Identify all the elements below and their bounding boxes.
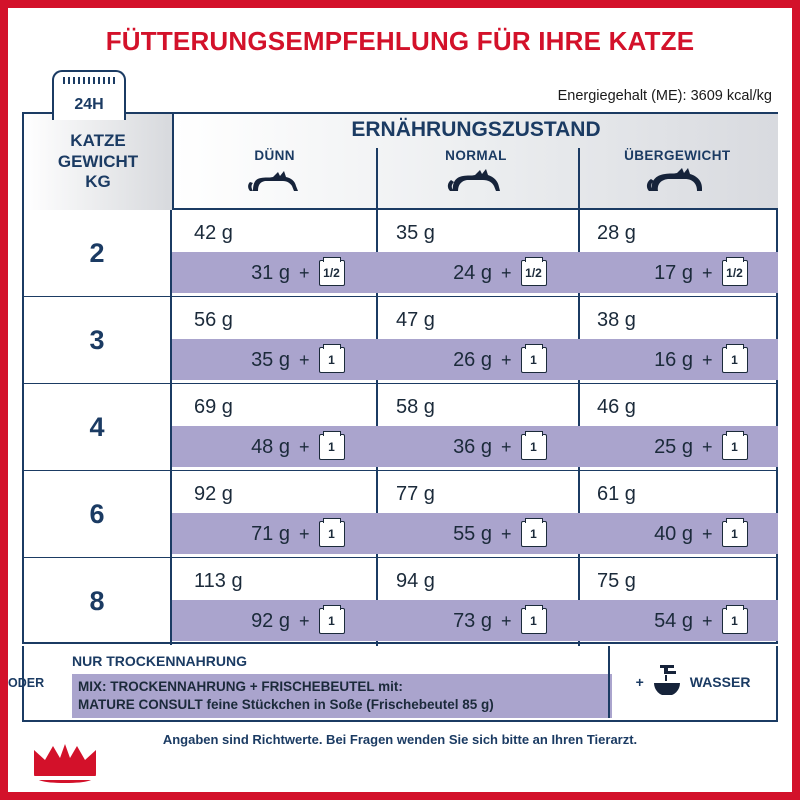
- dry-value-thin: 69 g: [194, 396, 233, 418]
- row-dry-values: [172, 218, 778, 252]
- mix-amount: 16 g: [654, 348, 693, 371]
- pouch-icon: 1: [521, 347, 547, 373]
- pouch-icon: 1: [319, 521, 345, 547]
- mix-value-normal: [434, 608, 547, 634]
- row-weight: 2: [24, 210, 172, 296]
- table-rows: [24, 210, 778, 645]
- mix-amount: 26 g: [453, 348, 492, 371]
- mix-amount: 25 g: [654, 435, 693, 458]
- plus-sign: +: [702, 523, 713, 544]
- dry-value-overweight: 28 g: [597, 222, 636, 244]
- pouch-icon: 1: [319, 434, 345, 460]
- mix-value-overweight: [635, 347, 748, 373]
- mix-amount: 24 g: [453, 261, 492, 284]
- row-weight: 8: [24, 558, 172, 645]
- energy-content-text: Energiegehalt (ME): 3609 kcal/kg: [557, 88, 772, 104]
- dry-value-normal: 58 g: [396, 396, 435, 418]
- frame-right-border: [792, 0, 800, 800]
- water-legend: [608, 646, 776, 718]
- mix-value-normal: [434, 521, 547, 547]
- mix-amount: 55 g: [453, 522, 492, 545]
- plus-sign: +: [702, 262, 713, 283]
- pouch-icon: 1/2: [722, 260, 748, 286]
- 24h-badge: [52, 70, 126, 120]
- mix-amount: 73 g: [453, 609, 492, 632]
- row-mix-values: [172, 426, 778, 467]
- table-row: [24, 210, 778, 297]
- mix-value-thin: [232, 521, 345, 547]
- row-weight: 6: [24, 471, 172, 557]
- weight-header: [24, 114, 174, 210]
- dry-value-overweight: 75 g: [597, 570, 636, 592]
- row-weight: 4: [24, 384, 172, 470]
- dry-value-thin: 92 g: [194, 483, 233, 505]
- legend-mix-line-1: MIX: TROCKENNAHRUNG + FRISCHEBEUTEL mit:: [78, 679, 403, 694]
- row-weight: 3: [24, 297, 172, 383]
- pouch-icon: 1: [319, 608, 345, 634]
- pouch-icon: 1: [521, 521, 547, 547]
- weight-header-line-2: GEWICHT: [57, 151, 139, 171]
- pouch-icon: 1/2: [521, 260, 547, 286]
- dry-value-overweight: 61 g: [597, 483, 636, 505]
- condition-column-normal: [375, 148, 576, 210]
- row-mix-values: [172, 339, 778, 380]
- water-label: WASSER: [689, 674, 751, 690]
- table-row: [24, 558, 778, 645]
- water-bowl-icon: [650, 665, 684, 700]
- condition-label-overweight: ÜBERGEWICHT: [624, 148, 731, 163]
- cat-overweight-icon: [646, 167, 708, 198]
- row-mix-values: [172, 600, 778, 641]
- cat-normal-icon: [446, 167, 506, 198]
- mix-value-overweight: [635, 260, 748, 286]
- royal-canin-crown-logo: [28, 740, 102, 786]
- dry-value-thin: 56 g: [194, 309, 233, 331]
- row-dry-values: [172, 392, 778, 426]
- dry-value-normal: 77 g: [396, 483, 435, 505]
- dry-value-overweight: 46 g: [597, 396, 636, 418]
- pouch-icon: 1: [319, 347, 345, 373]
- condition-header-title: ERNÄHRUNGSZUSTAND: [351, 118, 601, 141]
- weight-header-line-3: KG: [85, 172, 111, 192]
- mix-amount: 35 g: [251, 348, 290, 371]
- feeding-table: [22, 112, 778, 644]
- condition-label-thin: DÜNN: [254, 148, 295, 163]
- plus-sign: +: [501, 262, 512, 283]
- row-mix-values: [172, 252, 778, 293]
- condition-columns: [174, 148, 778, 210]
- page-title: FÜTTERUNGSEMPFEHLUNG FÜR IHRE KATZE: [105, 26, 695, 56]
- mix-value-thin: [232, 260, 345, 286]
- pouch-icon: 1: [722, 608, 748, 634]
- badge-ticks: [54, 77, 124, 91]
- plus-sign: +: [299, 436, 310, 457]
- condition-header: [174, 114, 778, 210]
- mix-amount: 36 g: [453, 435, 492, 458]
- mix-amount: 17 g: [654, 261, 693, 284]
- row-dry-values: [172, 305, 778, 339]
- legend-panel: [8, 646, 778, 722]
- mix-value-normal: [434, 434, 547, 460]
- pouch-icon: 1/2: [319, 260, 345, 286]
- legend-mix-line-2: MATURE CONSULT feine Stückchen in Soße (Frischebeutel 85 g): [78, 696, 494, 712]
- water-plus-sign: +: [635, 674, 644, 690]
- dry-value-normal: 47 g: [396, 309, 435, 331]
- plus-sign: +: [501, 349, 512, 370]
- plus-sign: +: [299, 262, 310, 283]
- table-row: [24, 297, 778, 384]
- row-mix-values: [172, 513, 778, 554]
- frame-bottom-border: [0, 792, 800, 800]
- footnote-text: Angaben sind Richtwerte. Bei Fragen wenden Sie sich bitte an Ihren Tierarzt.: [162, 732, 638, 747]
- condition-column-thin: [174, 148, 375, 210]
- mix-value-overweight: [635, 434, 748, 460]
- mix-value-normal: [434, 347, 547, 373]
- mix-amount: 31 g: [251, 261, 290, 284]
- mix-amount: 48 g: [251, 435, 290, 458]
- mix-value-overweight: [635, 521, 748, 547]
- mix-value-thin: [232, 347, 345, 373]
- mix-amount: 40 g: [654, 522, 693, 545]
- dry-value-overweight: 38 g: [597, 309, 636, 331]
- plus-sign: +: [501, 610, 512, 631]
- dry-value-normal: 35 g: [396, 222, 435, 244]
- pouch-icon: 1: [521, 608, 547, 634]
- weight-header-line-1: KATZE: [70, 130, 126, 150]
- pouch-icon: 1: [722, 347, 748, 373]
- frame-left-border: [0, 0, 8, 800]
- plus-sign: +: [299, 610, 310, 631]
- legend-mix-block: [72, 674, 612, 718]
- condition-label-normal: NORMAL: [445, 148, 507, 163]
- mix-value-normal: [434, 260, 547, 286]
- mix-amount: 54 g: [654, 609, 693, 632]
- mix-value-overweight: [635, 608, 748, 634]
- plus-sign: +: [299, 349, 310, 370]
- cat-thin-icon: [245, 167, 305, 198]
- mix-amount: 71 g: [251, 522, 290, 545]
- dry-value-thin: 42 g: [194, 222, 233, 244]
- pouch-icon: 1: [722, 434, 748, 460]
- plus-sign: +: [299, 523, 310, 544]
- pouch-icon: 1: [722, 521, 748, 547]
- legend-oder-label: ODER: [8, 676, 45, 690]
- row-dry-values: [172, 479, 778, 513]
- badge-label: 24H: [74, 96, 104, 113]
- pouch-icon: 1: [521, 434, 547, 460]
- mix-amount: 92 g: [251, 609, 290, 632]
- frame-top-border: [0, 0, 800, 8]
- dry-value-normal: 94 g: [396, 570, 435, 592]
- plus-sign: +: [702, 610, 713, 631]
- plus-sign: +: [702, 349, 713, 370]
- plus-sign: +: [702, 436, 713, 457]
- legend-dry-only: NUR TROCKENNAHRUNG: [72, 653, 247, 669]
- plus-sign: +: [501, 523, 512, 544]
- mix-value-thin: [232, 434, 345, 460]
- plus-sign: +: [501, 436, 512, 457]
- table-row: [24, 384, 778, 471]
- dry-value-thin: 113 g: [194, 570, 243, 592]
- mix-value-thin: [232, 608, 345, 634]
- table-row: [24, 471, 778, 558]
- condition-column-overweight: [577, 148, 778, 210]
- row-dry-values: [172, 566, 778, 600]
